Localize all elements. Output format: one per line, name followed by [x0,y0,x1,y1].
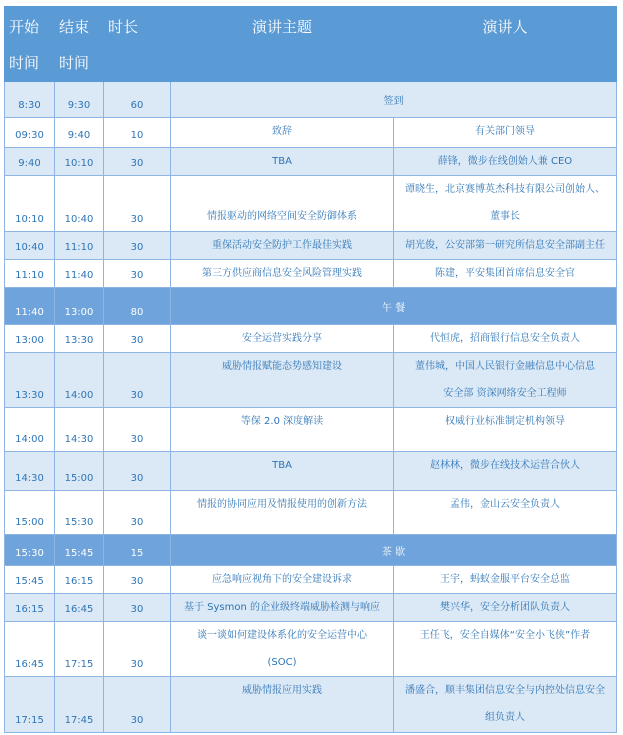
end-time-cell: 10:40 [55,176,104,232]
speaker-cell: 代恒虎，招商银行信息安全负责人 [394,325,617,353]
agenda-row [5,535,617,566]
agenda-row [5,148,617,176]
start-time-cell: 14:00 [5,408,55,452]
agenda-row [5,566,617,594]
duration-cell: 10 [104,118,171,148]
start-time-cell: 10:10 [5,176,55,232]
speaker-cell: 董伟城，中国人民银行金融信息中心信息 安全部 资深网络安全工程师 [394,353,617,408]
agenda-row [5,408,617,452]
end-time-cell: 13:00 [55,288,104,325]
break-label: 茶 歇 [171,535,617,566]
topic-cell: 安全运营实践分享 [171,325,394,353]
topic-cell: 威胁情报赋能态势感知建设 [171,353,394,408]
start-time-cell: 16:15 [5,594,55,622]
end-time-cell: 11:10 [55,232,104,260]
start-time-cell: 9:40 [5,148,55,176]
topic-cell: TBA [171,148,394,176]
agenda-row [5,452,617,491]
speaker-cell: 胡光俊，公安部第一研究所信息安全部副主任 [394,232,617,260]
speaker-cell: 薛锋，微步在线创始人兼 CEO [394,148,617,176]
topic-cell: 情报驱动的网络空间安全防御体系 [171,176,394,232]
agenda-row [5,232,617,260]
agenda-table [4,6,617,733]
header-duration: 时长 [104,7,171,82]
topic-cell: 等保 2.0 深度解读 [171,408,394,452]
duration-cell: 30 [104,176,171,232]
agenda-row [5,82,617,118]
agenda-row [5,677,617,733]
start-time-cell: 17:15 [5,677,55,733]
break-label: 签到 [171,82,617,118]
agenda-row [5,622,617,677]
start-time-cell: 14:30 [5,452,55,491]
agenda-row [5,491,617,535]
end-time-cell: 9:30 [55,82,104,118]
speaker-cell: 孟伟，金山云安全负责人 [394,491,617,535]
topic-cell: 致辞 [171,118,394,148]
topic-cell: 应急响应视角下的安全建设诉求 [171,566,394,594]
speaker-cell: 陈建，平安集团首席信息安全官 [394,260,617,288]
agenda-row [5,325,617,353]
duration-cell: 15 [104,535,171,566]
start-time-cell: 09:30 [5,118,55,148]
duration-cell: 60 [104,82,171,118]
duration-cell: 30 [104,408,171,452]
end-time-cell: 16:15 [55,566,104,594]
agenda-row [5,176,617,232]
duration-cell: 30 [104,148,171,176]
duration-cell: 30 [104,677,171,733]
end-time-cell: 11:40 [55,260,104,288]
end-time-cell: 10:10 [55,148,104,176]
topic-cell: 重保活动安全防护工作最佳实践 [171,232,394,260]
end-time-cell: 16:45 [55,594,104,622]
speaker-cell: 有关部门领导 [394,118,617,148]
end-time-cell: 15:00 [55,452,104,491]
topic-cell: TBA [171,452,394,491]
duration-cell: 30 [104,452,171,491]
topic-cell: 威胁情报应用实践 [171,677,394,733]
end-time-cell: 15:45 [55,535,104,566]
start-time-cell: 8:30 [5,82,55,118]
agenda-row [5,353,617,408]
topic-cell: 基于 Sysmon 的企业级终端威胁检测与响应 [171,594,394,622]
speaker-cell: 潘盛合，顺丰集团信息安全与内控处信息安全 组负责人 [394,677,617,733]
topic-cell: 谈一谈如何建设体系化的安全运营中心 (SOC) [171,622,394,677]
topic-cell: 第三方供应商信息安全风险管理实践 [171,260,394,288]
start-time-cell: 13:00 [5,325,55,353]
table-header-row [5,7,617,82]
duration-cell: 30 [104,325,171,353]
agenda-row [5,594,617,622]
duration-cell: 80 [104,288,171,325]
topic-cell: 情报的协同应用及情报使用的创新方法 [171,491,394,535]
duration-cell: 30 [104,260,171,288]
speaker-cell: 权威行业标准制定机构领导 [394,408,617,452]
start-time-cell: 16:45 [5,622,55,677]
duration-cell: 30 [104,594,171,622]
duration-cell: 30 [104,232,171,260]
start-time-cell: 10:40 [5,232,55,260]
header-start-time: 开始 时间 [5,7,55,82]
header-end-time: 结束 时间 [55,7,104,82]
speaker-cell: 赵林林，微步在线技术运营合伙人 [394,452,617,491]
end-time-cell: 9:40 [55,118,104,148]
agenda-row [5,118,617,148]
duration-cell: 30 [104,491,171,535]
header-topic: 演讲主题 [171,7,394,82]
duration-cell: 30 [104,566,171,594]
agenda-row [5,288,617,325]
duration-cell: 30 [104,622,171,677]
end-time-cell: 14:00 [55,353,104,408]
break-label: 午 餐 [171,288,617,325]
speaker-cell: 谭晓生，北京赛博英杰科技有限公司创始人、 董事长 [394,176,617,232]
end-time-cell: 13:30 [55,325,104,353]
start-time-cell: 15:00 [5,491,55,535]
speaker-cell: 王宇，蚂蚁金服平台安全总监 [394,566,617,594]
header-speaker: 演讲人 [394,7,617,82]
end-time-cell: 17:45 [55,677,104,733]
end-time-cell: 14:30 [55,408,104,452]
end-time-cell: 17:15 [55,622,104,677]
start-time-cell: 11:40 [5,288,55,325]
end-time-cell: 15:30 [55,491,104,535]
start-time-cell: 15:30 [5,535,55,566]
agenda-row [5,260,617,288]
start-time-cell: 15:45 [5,566,55,594]
duration-cell: 30 [104,353,171,408]
speaker-cell: 王任飞，安全自媒体“安全小飞侠”作者 [394,622,617,677]
start-time-cell: 11:10 [5,260,55,288]
speaker-cell: 樊兴华，安全分析团队负责人 [394,594,617,622]
start-time-cell: 13:30 [5,353,55,408]
